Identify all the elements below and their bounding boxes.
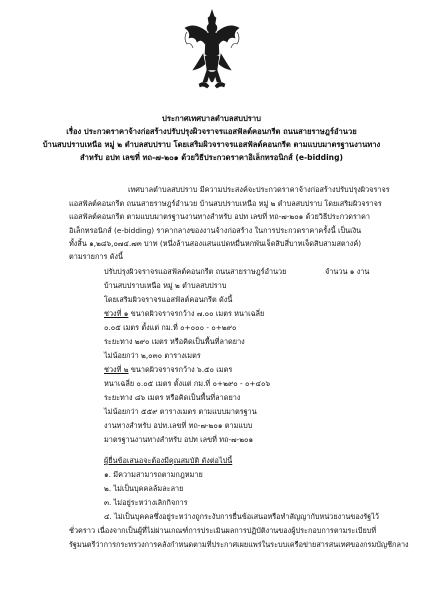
section-2-label: ช่วงที่ ๒ — [104, 365, 129, 374]
qualifications-heading: ผู้ยื่นข้อเสนอจะต้องมีคุณสมบัติ ดังต่อไปนี้ — [104, 456, 233, 465]
section-2-first-line — [104, 364, 232, 375]
section-1-line: ๐.๐๕ เมตร ตั้งแต่ กม.ที่ ๐+๐๐๐ - ๐+๒๙๐ — [104, 323, 237, 332]
garuda-emblem-icon — [181, 8, 243, 98]
work-item-quantity: จำนวน ๑ งาน — [325, 267, 370, 276]
section-2-line: ระยะทาง ๘๖ เมตร หรือคิดเป็นพื้นที่ลาดยาง — [104, 393, 241, 402]
subject-line-3: สำหรับ อปท เลขที่ ทถ-๗-๒๐๑ ด้วยวิธีประกวดราคาอิเล็กทรอนิกส์ (e-bidding) — [79, 153, 343, 162]
intro-paragraph-line: แอสฟัลต์คอนกรีต ตามแบบมาตรฐานงานทางสำหรับ อปท เลขที่ ทถ-๗-๒๐๑ ด้วยวิธีประกวดราคา — [69, 212, 371, 221]
section-1-line: ไม่น้อยกว่า ๒,๐๓๐ ตารางเมตร — [104, 351, 201, 360]
section-2-line: มาตรฐานงานทางสำหรับ อปท เลขที่ ทถ-๗-๒๐๑ — [104, 435, 254, 444]
qualification-item: ๒. ไม่เป็นบุคคลล้มละลาย — [104, 484, 184, 493]
intro-paragraph-line: ทั้งสิ้น ๑,๒๘๖,๐๗๔.๗๓ บาท (หนึ่งล้านสองแสนแปดหมื่นหกพันเจ็ดสิบสี่บาทเจ็ดสิบสามสตางค์) — [69, 239, 362, 248]
work-item-line: ปรับปรุงผิวจราจรแอสฟัลต์คอนกรีต ถนนสายราษฎร์อำนวย — [104, 267, 287, 276]
qualification-item-continued: ชั่วคราว เนื่องจากเป็นผู้ที่ไม่ผ่านเกณฑ์การประเมินผลการปฏิบัติงานของผู้ประกอบการตามระเบียบที่ — [69, 526, 377, 535]
section-1-first-line — [104, 308, 264, 319]
qualification-item: ๑. มีความสามารถตามกฎหมาย — [104, 470, 203, 479]
section-2-line: งานทางสำหรับ อปท.เลขที่ ทถ-๗-๒๐๑ ตามแบบ — [104, 421, 253, 430]
subject-line-1: เรื่อง ประกวดราคาจ้างก่อสร้างปรับปรุงผิวจราจรแอสฟัลต์คอนกรีต ถนนสายราษฎร์อำนวย — [66, 127, 357, 136]
section-2-line: หนาเฉลี่ย ๐.๐๕ เมตร ตั้งแต่ กม.ที่ ๐+๒๙๐ - ๐+๔๐๖ — [104, 379, 271, 388]
intro-paragraph-line: อิเล็กทรอนิกส์ (e-bidding) ราคากลางของงานจ้างก่อสร้าง ในการประกวดราคาครั้งนี้ เป็นเงิน — [69, 226, 362, 235]
announcement-title: ประกาศเทศบาลตำบลสบปราบ — [162, 114, 261, 123]
section-2-line: ไม่น้อยกว่า ๕๕๙ ตารางเมตร ตามแบบมาตรฐาน — [104, 407, 257, 416]
subject-line-2: บ้านสบปราบเหนือ หมู่ ๒ ตำบลสบปราบ โดยเสริมผิวจราจรแอสฟัลต์คอนกรีต ตามแบบมาตรฐานงานทาง — [42, 140, 381, 149]
qualification-item-continued: รัฐมนตรีว่าการกระทรวงการคลังกำหนดตามที่ประกาศเผยแพร่ในระบบเครือข่ายสารสนเทศของกรมบัญชีกลาง — [69, 540, 409, 549]
intro-paragraph-line: ตามรายการ ดังนี้ — [69, 252, 123, 261]
section-1-width: ขนาดผิวจราจรกว้าง ๗.๐๐ เมตร หนาเฉลี่ย — [130, 309, 265, 318]
section-1-line: ระยะทาง ๒๙๐ เมตร หรือคิดเป็นพื้นที่ลาดยาง — [104, 337, 245, 346]
work-item-line: โดยเสริมผิวจราจรแอสฟัลต์คอนกรีต ดังนี้ — [104, 295, 233, 304]
work-item-line: บ้านสบปราบเหนือ หมู่ ๒ ตำบลสบปราบ — [104, 281, 227, 290]
qualification-item: ๓. ไม่อยู่ระหว่างเลิกกิจการ — [104, 498, 188, 507]
qualification-item: ๔. ไม่เป็นบุคคลซึ่งอยู่ระหว่างถูกระงับการยื่นข้อเสนอหรือทำสัญญากับหน่วยงานของรัฐไว้ — [104, 512, 379, 521]
intro-paragraph-line: เทศบาลตำบลสบปราบ มีความประสงค์จะประกวดราคาจ้างก่อสร้างปรับปรุงผิวจราจร — [128, 185, 390, 194]
section-1-label: ช่วงที่ ๑ — [104, 309, 129, 318]
section-2-width: ขนาดผิวจราจรกว้าง ๖.๕๐ เมตร — [130, 365, 233, 374]
intro-paragraph-line: แอสฟัลต์คอนกรีต ถนนสายราษฎร์อำนวย บ้านสบปราบเหนือ หมู่ ๒ ตำบลสบปราบ โดยเสริมผิวจราจร — [69, 199, 382, 208]
